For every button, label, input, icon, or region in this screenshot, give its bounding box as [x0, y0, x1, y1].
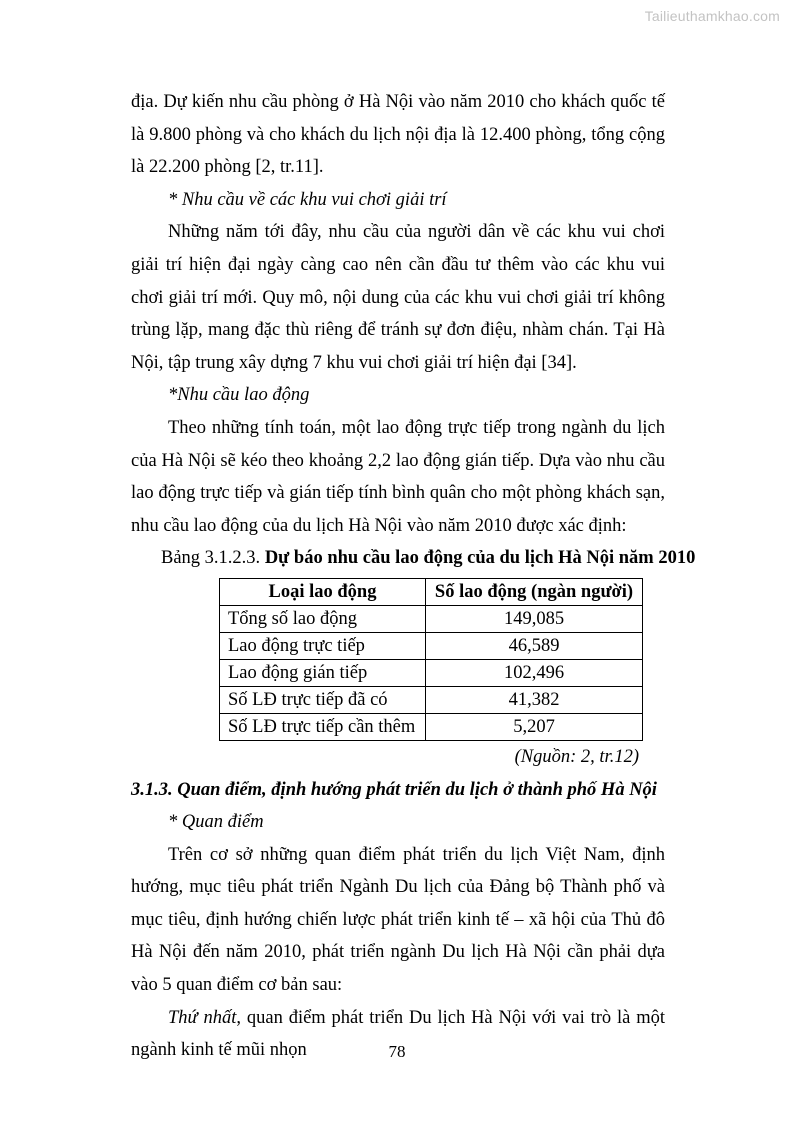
table-row — [220, 605, 643, 632]
table-row — [220, 686, 643, 713]
paragraph-entertainment: Những năm tới đây, nhu cầu của người dân về các khu vui chơi giải trí hiện đại ngày càng cao nên cần đầu tư thêm vào các khu vui chơi giải trí mới. Quy mô, nội dung của các khu vui chơi giải trí không trùng lặp, mang đặc thù riêng để tránh sự đơn điệu, nhàm chán. Tại Hà Nội, tập trung xây dựng 7 khu vui chơi giải trí hiện đại [34]. — [131, 222, 665, 373]
row-value: 46,589 — [426, 632, 643, 659]
table-source-note: (Nguồn: 2, tr.12) — [514, 746, 639, 767]
table-row — [220, 659, 643, 686]
page-number: 78 — [388, 1042, 406, 1061]
table-row — [220, 632, 643, 659]
paragraph-room-demand: địa. Dự kiến nhu cầu phòng ở Hà Nội vào năm 2010 cho khách quốc tế là 9.800 phòng và cho khách du lịch nội địa là 12.400 phòng, tổng cộng là 22.200 phòng [2, tr.11]. — [131, 92, 665, 178]
paragraph-viewpoint-basis: Trên cơ sở những quan điểm phát triển du lịch Việt Nam, định hướng, mục tiêu phát triển Ngành Du lịch của Đảng bộ Thành phố và mục tiêu, định hướng chiến lược phát triển kinh tế – xã hội của Thủ đô Hà Nội đến năm 2010, phát triển ngành Du lịch Hà Nội cần phải dựa vào 5 quan điểm cơ bản sau: — [131, 844, 665, 996]
watermark-text: Tailieuthamkhao.com — [644, 8, 780, 24]
subheading-viewpoint: * Quan điểm — [168, 812, 264, 833]
table-header-labor-type: Loại lao động — [220, 578, 426, 605]
section-heading-3-1-3: 3.1.3. Quan điểm, định hướng phát triển du lịch ở thành phố Hà Nội — [131, 779, 657, 800]
subheading-entertainment-demand: * Nhu cầu về các khu vui chơi giải trí — [168, 189, 447, 210]
row-label: Số LĐ trực tiếp cần thêm — [220, 713, 426, 740]
table-caption-title: Dự báo nhu cầu lao động của du lịch Hà Nội năm 2010 — [264, 548, 696, 569]
table-header-row — [220, 578, 643, 605]
row-label: Tổng số lao động — [220, 605, 426, 632]
row-value: 41,382 — [426, 686, 643, 713]
row-value: 5,207 — [426, 713, 643, 740]
row-label: Lao động gián tiếp — [220, 659, 426, 686]
table-header-labor-count: Số lao động (ngàn người) — [426, 578, 643, 605]
subheading-labor-demand: *Nhu cầu lao động — [168, 385, 310, 406]
table-row — [220, 713, 643, 740]
table-caption-number: Bảng 3.1.2.3. — [161, 548, 265, 569]
row-label: Số LĐ trực tiếp đã có — [220, 686, 426, 713]
labor-forecast-table — [219, 578, 643, 741]
row-label: Lao động trực tiếp — [220, 632, 426, 659]
document-body — [131, 86, 696, 1067]
paragraph-labor: Theo những tính toán, một lao động trực tiếp trong ngành du lịch của Hà Nội sẽ kéo theo khoảng 2,2 lao động gián tiếp. Dựa vào nhu cầu lao động trực tiếp và gián tiếp tính bình quân cho một phòng khách sạn, nhu cầu lao động của du lịch Hà Nội vào năm 2010 được xác định: — [131, 417, 665, 536]
first-viewpoint-rest: , quan điểm phát triển Du lịch Hà Nội với vai trò là một ngành kinh tế mũi nhọn — [131, 1007, 665, 1061]
row-value: 149,085 — [426, 605, 643, 632]
first-viewpoint-lead: Thứ nhất — [168, 1007, 237, 1028]
table-caption — [131, 542, 696, 575]
row-value: 102,496 — [426, 659, 643, 686]
